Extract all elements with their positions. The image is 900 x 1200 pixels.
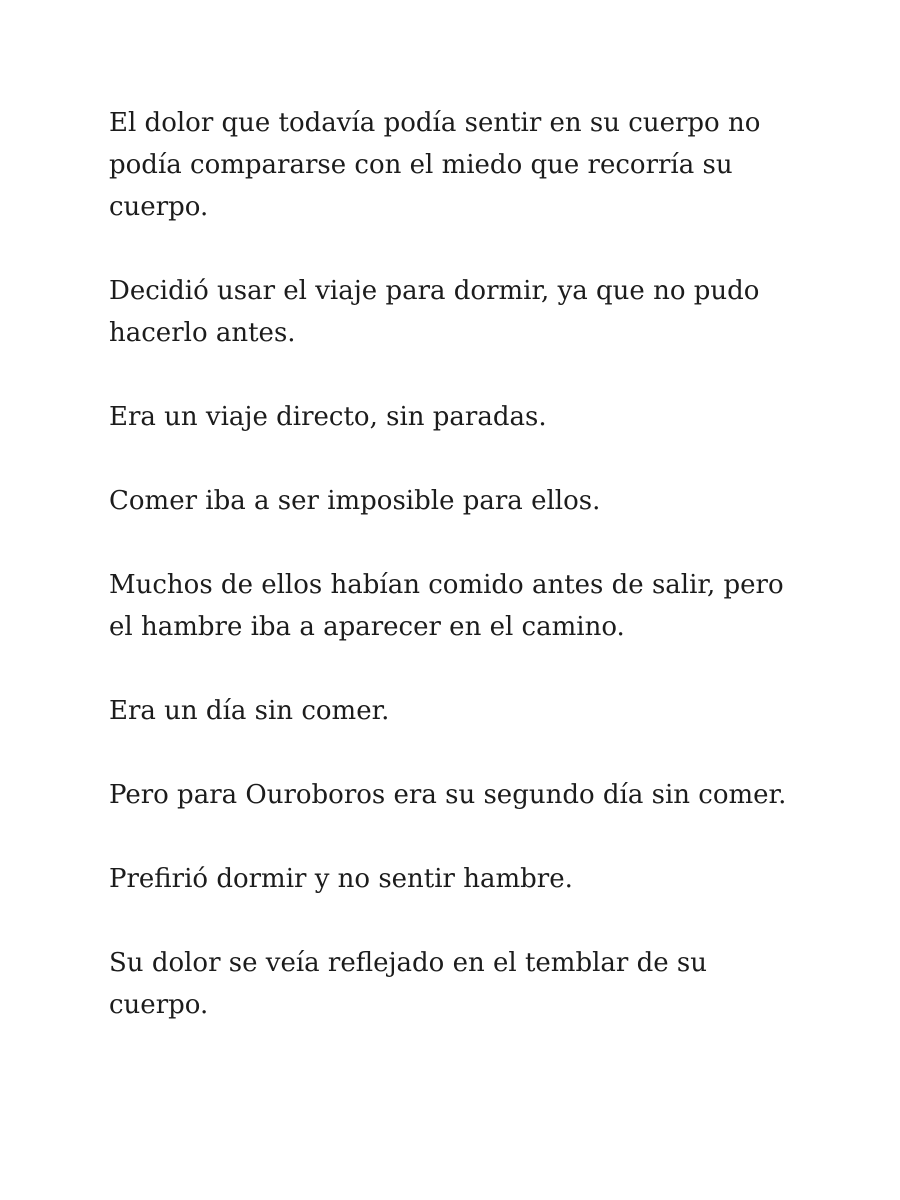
paragraph: Muchos de ellos habían comido antes de salir, pero el hambre iba a aparecer en el camino. [109, 570, 784, 642]
document-body [109, 102, 809, 1068]
paragraph: Su dolor se veía reflejado en el temblar de su cuerpo. [109, 948, 707, 1020]
paragraph: Era un día sin comer. [109, 696, 390, 726]
paragraph: Prefirió dormir y no sentir hambre. [109, 864, 573, 894]
paragraph: Era un viaje directo, sin paradas. [109, 402, 547, 432]
paragraph: Pero para Ouroboros era su segundo día sin comer. [109, 780, 787, 810]
paragraph: El dolor que todavía podía sentir en su cuerpo no podía compararse con el miedo que recorría su cuerpo. [109, 108, 761, 222]
paragraph: Decidió usar el viaje para dormir, ya que no pudo hacerlo antes. [109, 276, 760, 348]
paragraph: Comer iba a ser imposible para ellos. [109, 486, 601, 516]
